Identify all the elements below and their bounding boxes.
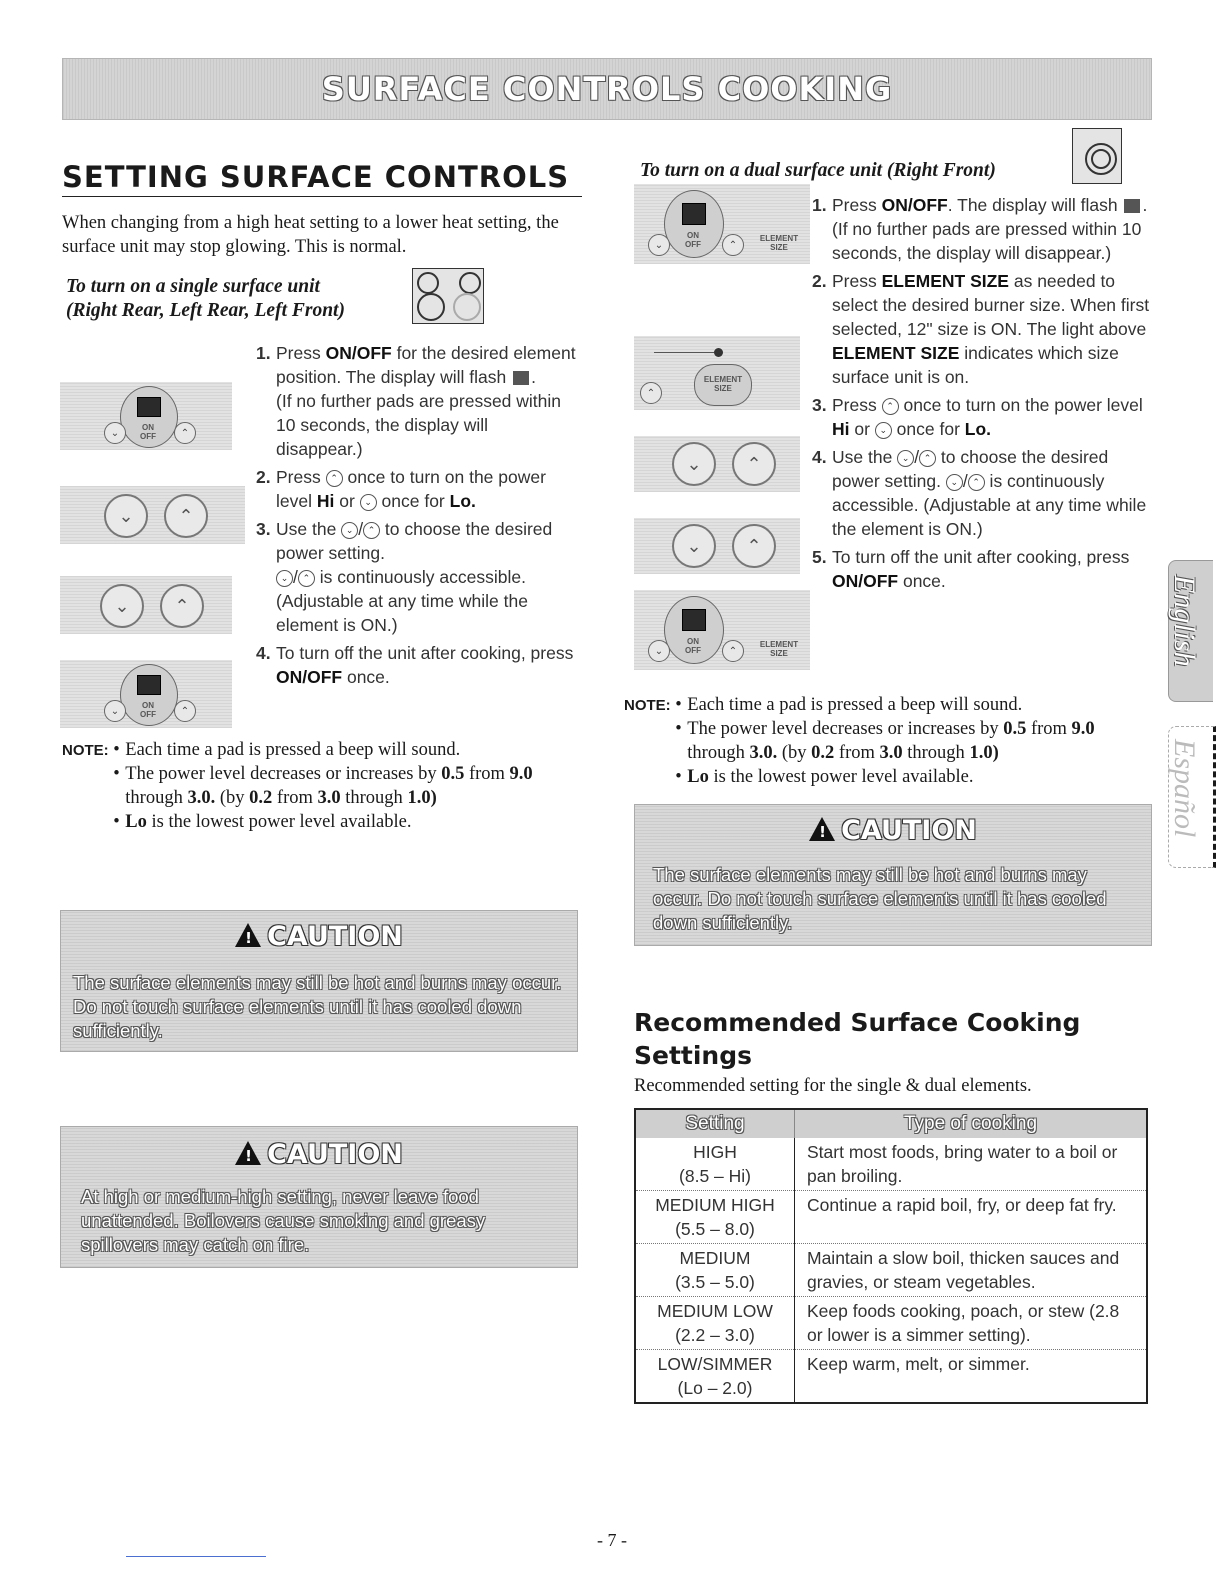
lo-pad-icon: ⌄ xyxy=(897,450,914,467)
tab-english[interactable]: English xyxy=(1168,560,1213,702)
single-step-2: 2. Press ⌃ once to turn on the power level Hi or ⌄ once for Lo. xyxy=(256,467,546,511)
recommended-settings-caption: Recommended setting for the single & dual elements. xyxy=(634,1076,1032,1096)
on-off-pad-image-2: ON OFF ⌄ ⌃ xyxy=(60,660,232,728)
dual-unit-subhead: To turn on a dual surface unit (Right Front) xyxy=(640,160,996,181)
hi-pad-icon: ⌃ xyxy=(968,474,985,491)
table-row: LOW/SIMMER (Lo – 2.0) Keep warm, melt, or simmer. xyxy=(635,1350,1147,1404)
caution-title: !CAUTION xyxy=(61,921,577,952)
warning-icon xyxy=(809,817,835,841)
tab-espanol[interactable]: Español xyxy=(1168,726,1216,868)
table-row: MEDIUM HIGH (5.5 – 8.0) Continue a rapid boil, fry, or deep fat fry. xyxy=(635,1191,1147,1244)
caution-text: The surface elements may still be hot and burns may occur. Do not touch surface elements until it has cooled down sufficiently. xyxy=(653,864,1107,933)
hi-pad-icon: ⌃ xyxy=(919,450,936,467)
single-step-3: 3. Use the ⌄ / ⌃ to choose the desired power setting. ⌄ / ⌃ is continuously accessible. (Adjustable at any time while the element is ON.) xyxy=(256,519,553,635)
caution-box-hot-surfaces-right xyxy=(634,804,1152,946)
hi-pad-icon: ⌃ xyxy=(326,470,343,487)
page-number: - 7 - xyxy=(597,1530,627,1550)
lo-pad-icon: ⌄ xyxy=(341,522,358,539)
recommended-settings-title: Recommended Surface Cooking Settings xyxy=(634,1008,1081,1070)
warning-icon xyxy=(235,1141,261,1165)
intro-paragraph: When changing from a high heat setting to a lower heat setting, the surface unit may stop glowing. This is normal. xyxy=(62,213,559,257)
on-off-element-size-image-2: ON OFF ⌄ ⌃ ELEMENT SIZE xyxy=(634,590,810,670)
on-off-element-size-image: ON OFF ⌄ ⌃ ELEMENT SIZE xyxy=(634,184,810,264)
caution-box-boilovers xyxy=(60,1126,578,1268)
table-row: MEDIUM LOW (2.2 – 3.0) Keep foods cooking, poach, or stew (2.8 or lower is a simmer setting). xyxy=(635,1297,1147,1350)
table-row: MEDIUM (3.5 – 5.0) Maintain a slow boil, thicken sauces and gravies, or steam vegetables. xyxy=(635,1244,1147,1297)
single-unit-subhead-line1: To turn on a single surface unit xyxy=(66,276,320,297)
dual-step-4: 4. Use the ⌄ / ⌃ to choose the desired power setting. ⌄ / ⌃ is continuously accessible. (Adjustable at any time while the element is ON.) xyxy=(812,447,1147,539)
lo-hi-pads-image-3: ⌄ ⌃ xyxy=(634,436,800,492)
warning-icon xyxy=(235,923,261,947)
caution-box-hot-surfaces xyxy=(60,910,578,1052)
dual-step-1: 1. Press ON/OFF. The display will flash . (If no further pads are pressed within 10 seconds, the display will disappear.) xyxy=(812,195,1148,263)
caution-text: At high or medium-high setting, never leave food unattended. Boilovers cause smoking and greasy spillovers may catch on fire. xyxy=(81,1186,486,1255)
lo-pad-icon: ⌄ xyxy=(875,422,892,439)
dual-unit-cooktop-icon xyxy=(1072,128,1122,184)
dual-step-3: 3. Press ⌃ once to turn on the power level Hi or ⌄ once for Lo. xyxy=(812,395,1143,439)
caution-title: !CAUTION xyxy=(635,815,1151,846)
flash-display-icon xyxy=(513,371,529,385)
single-step-4: 4. To turn off the unit after cooking, press ON/OFF once. xyxy=(256,643,574,687)
hi-pad-icon: ⌃ xyxy=(363,522,380,539)
dual-step-5: 5. To turn off the unit after cooking, press ON/OFF once. xyxy=(812,547,1130,591)
section-title: SETTING SURFACE CONTROLS xyxy=(62,160,570,194)
single-unit-subhead-line2: (Right Rear, Left Rear, Left Front) xyxy=(66,300,345,321)
table-header-row xyxy=(635,1109,1147,1138)
hi-pad-icon: ⌃ xyxy=(298,570,315,587)
hi-pad-icon: ⌃ xyxy=(882,398,899,415)
lo-hi-pads-image: ⌄ ⌃ xyxy=(60,486,245,544)
dual-step-2: 2. Press ELEMENT SIZE as needed to select the desired burner size. When first selected, 12" size is ON. The light above ELEMENT SIZE indicates which size surface unit is on. xyxy=(812,271,1150,387)
lo-pad-icon: ⌄ xyxy=(360,494,377,511)
single-unit-note: NOTE: • Each time a pad is pressed a beep will sound. • The power level decreases or increases by 0.5 from 9.0 through 3.0. (by 0.2 from 3.0 through 1.0) • Lo is the lowest power level available. xyxy=(62,738,582,834)
dual-unit-steps xyxy=(812,193,1154,593)
title-rule xyxy=(62,196,582,197)
dual-unit-note: NOTE: • Each time a pad is pressed a beep will sound. • The power level decreases or increases by 0.5 from 9.0 through 3.0. (by 0.2 from 3.0 through 1.0) • Lo is the lowest power level available. xyxy=(624,693,1154,789)
recommended-settings-table xyxy=(634,1108,1148,1404)
lo-pad-icon: ⌄ xyxy=(946,474,963,491)
header-type-of-cooking: Type of cooking xyxy=(795,1109,1148,1138)
single-step-1: 1. Press ON/OFF for the desired element position. The display will flash . (If no further pads are pressed within 10 seconds, the display will disappear.) xyxy=(256,343,576,459)
flash-display-icon xyxy=(1124,199,1140,213)
caution-title: !CAUTION xyxy=(61,1139,577,1170)
lo-pad-icon: ⌄ xyxy=(276,570,293,587)
single-unit-steps xyxy=(256,341,576,689)
lo-hi-pads-image-4: ⌄ ⌃ xyxy=(634,518,800,574)
on-off-pad-image: ON OFF ⌄ ⌃ xyxy=(60,382,232,450)
element-size-pad-image: ⌃ ELEMENT SIZE xyxy=(634,336,800,410)
lo-hi-pads-image-2: ⌄ ⌃ xyxy=(60,576,232,634)
section-banner xyxy=(62,58,1152,120)
single-units-cooktop-icon xyxy=(412,268,484,324)
table-row: HIGH (8.5 – Hi) Start most foods, bring water to a boil or pan broiling. xyxy=(635,1138,1147,1191)
caution-text: The surface elements may still be hot and burns may occur. Do not touch surface elements until it has cooled down sufficiently. xyxy=(73,972,562,1041)
single-unit-subhead xyxy=(66,275,345,323)
header-setting: Setting xyxy=(635,1109,795,1138)
banner-title: SURFACE CONTROLS COOKING xyxy=(321,70,893,108)
footer-rule xyxy=(126,1556,266,1557)
